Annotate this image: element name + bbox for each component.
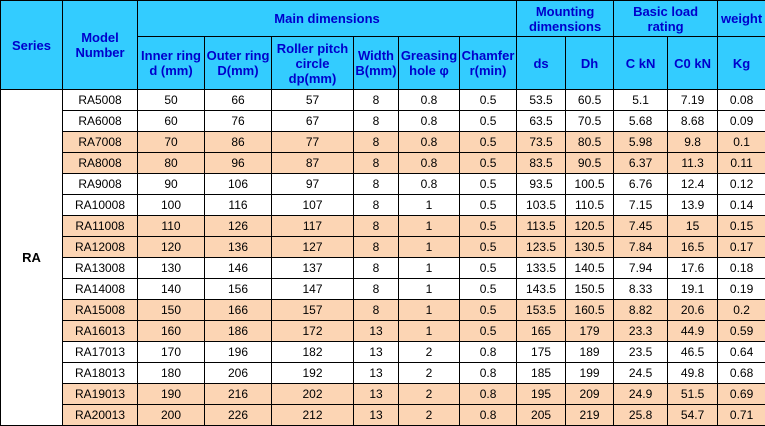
- weight-cell: 0.64: [718, 342, 765, 363]
- table-row: [1, 195, 765, 216]
- inner-ring-cell: 50: [138, 90, 205, 111]
- chamfer-cell: 0.5: [460, 153, 517, 174]
- weight-cell: 0.68: [718, 363, 765, 384]
- c0-kn-cell: 16.5: [668, 237, 718, 258]
- c-kn-cell: 5.1: [614, 90, 668, 111]
- table-row: [1, 90, 765, 111]
- dh-cell: 110.5: [566, 195, 614, 216]
- greasing-hole-cell: 1: [399, 300, 460, 321]
- dh-cell: 189: [566, 342, 614, 363]
- greasing-hole-cell: 1: [399, 195, 460, 216]
- roller-pitch-cell: 192: [272, 363, 354, 384]
- outer-ring-cell: 216: [205, 384, 272, 405]
- width-cell: 13: [354, 384, 399, 405]
- c-kn-cell: 5.98: [614, 132, 668, 153]
- outer-ring-cell: 116: [205, 195, 272, 216]
- width-cell: 8: [354, 279, 399, 300]
- model-number-cell: RA14008: [63, 279, 138, 300]
- c-kn-cell: 7.15: [614, 195, 668, 216]
- roller-pitch-cell: 157: [272, 300, 354, 321]
- dh-cell: 120.5: [566, 216, 614, 237]
- table-header: [1, 1, 765, 90]
- roller-pitch-cell: 107: [272, 195, 354, 216]
- ds-cell: 165: [517, 321, 566, 342]
- outer-ring-cell: 196: [205, 342, 272, 363]
- weight-cell: 0.11: [718, 153, 765, 174]
- table-row: [1, 237, 765, 258]
- chamfer-cell: 0.5: [460, 195, 517, 216]
- greasing-hole-cell: 1: [399, 237, 460, 258]
- header-greasing-hole: Greasing hole φ: [399, 37, 460, 90]
- greasing-hole-cell: 1: [399, 216, 460, 237]
- outer-ring-cell: 166: [205, 300, 272, 321]
- model-number-cell: RA13008: [63, 258, 138, 279]
- chamfer-cell: 0.8: [460, 405, 517, 426]
- table-row: [1, 153, 765, 174]
- outer-ring-cell: 226: [205, 405, 272, 426]
- dh-cell: 100.5: [566, 174, 614, 195]
- c0-kn-cell: 13.9: [668, 195, 718, 216]
- ds-cell: 73.5: [517, 132, 566, 153]
- ds-cell: 175: [517, 342, 566, 363]
- model-number-cell: RA19013: [63, 384, 138, 405]
- weight-cell: 0.14: [718, 195, 765, 216]
- model-number-cell: RA12008: [63, 237, 138, 258]
- c0-kn-cell: 51.5: [668, 384, 718, 405]
- dh-cell: 150.5: [566, 279, 614, 300]
- c-kn-cell: 24.9: [614, 384, 668, 405]
- dh-cell: 60.5: [566, 90, 614, 111]
- table-row: [1, 363, 765, 384]
- c0-kn-cell: 9.8: [668, 132, 718, 153]
- width-cell: 8: [354, 258, 399, 279]
- width-cell: 8: [354, 153, 399, 174]
- chamfer-cell: 0.5: [460, 279, 517, 300]
- width-cell: 13: [354, 321, 399, 342]
- c-kn-cell: 7.45: [614, 216, 668, 237]
- ds-cell: 53.5: [517, 90, 566, 111]
- dh-cell: 80.5: [566, 132, 614, 153]
- header-roller-pitch: Roller pitch circle dp(mm): [272, 37, 354, 90]
- inner-ring-cell: 60: [138, 111, 205, 132]
- header-outer-ring: Outer ring D(mm): [205, 37, 272, 90]
- chamfer-cell: 0.5: [460, 237, 517, 258]
- table-row: [1, 384, 765, 405]
- width-cell: 8: [354, 132, 399, 153]
- ds-cell: 153.5: [517, 300, 566, 321]
- model-number-cell: RA10008: [63, 195, 138, 216]
- greasing-hole-cell: 1: [399, 321, 460, 342]
- table-row: [1, 279, 765, 300]
- header-kg: Kg: [718, 37, 765, 90]
- model-number-cell: RA17013: [63, 342, 138, 363]
- chamfer-cell: 0.8: [460, 384, 517, 405]
- ds-cell: 123.5: [517, 237, 566, 258]
- weight-cell: 0.59: [718, 321, 765, 342]
- greasing-hole-cell: 0.8: [399, 90, 460, 111]
- table-row: [1, 321, 765, 342]
- width-cell: 8: [354, 111, 399, 132]
- ds-cell: 103.5: [517, 195, 566, 216]
- roller-pitch-cell: 172: [272, 321, 354, 342]
- ds-cell: 133.5: [517, 258, 566, 279]
- width-cell: 8: [354, 216, 399, 237]
- chamfer-cell: 0.5: [460, 111, 517, 132]
- header-model-number: Model Number: [63, 1, 138, 90]
- width-cell: 13: [354, 363, 399, 384]
- greasing-hole-cell: 2: [399, 405, 460, 426]
- outer-ring-cell: 156: [205, 279, 272, 300]
- table-row: [1, 132, 765, 153]
- width-cell: 8: [354, 174, 399, 195]
- inner-ring-cell: 200: [138, 405, 205, 426]
- width-cell: 8: [354, 90, 399, 111]
- greasing-hole-cell: 0.8: [399, 174, 460, 195]
- table-body: [1, 90, 765, 426]
- model-number-cell: RA11008: [63, 216, 138, 237]
- weight-cell: 0.09: [718, 111, 765, 132]
- chamfer-cell: 0.5: [460, 132, 517, 153]
- greasing-hole-cell: 0.8: [399, 153, 460, 174]
- dh-cell: 130.5: [566, 237, 614, 258]
- table-row: [1, 342, 765, 363]
- header-ds: ds: [517, 37, 566, 90]
- chamfer-cell: 0.8: [460, 342, 517, 363]
- c-kn-cell: 7.84: [614, 237, 668, 258]
- ds-cell: 93.5: [517, 174, 566, 195]
- header-inner-ring: Inner ring d (mm): [138, 37, 205, 90]
- ds-cell: 83.5: [517, 153, 566, 174]
- outer-ring-cell: 136: [205, 237, 272, 258]
- model-number-cell: RA5008: [63, 90, 138, 111]
- outer-ring-cell: 146: [205, 258, 272, 279]
- roller-pitch-cell: 67: [272, 111, 354, 132]
- inner-ring-cell: 140: [138, 279, 205, 300]
- roller-pitch-cell: 97: [272, 174, 354, 195]
- model-number-cell: RA18013: [63, 363, 138, 384]
- header-c0-kn: C0 kN: [668, 37, 718, 90]
- header-chamfer: Chamfer r(min): [460, 37, 517, 90]
- inner-ring-cell: 90: [138, 174, 205, 195]
- ds-cell: 113.5: [517, 216, 566, 237]
- ds-cell: 205: [517, 405, 566, 426]
- roller-pitch-cell: 212: [272, 405, 354, 426]
- series-cell: RA: [1, 90, 63, 426]
- c-kn-cell: 6.76: [614, 174, 668, 195]
- header-mounting-dimensions: Mounting dimensions: [517, 1, 614, 37]
- table-row: [1, 174, 765, 195]
- c-kn-cell: 8.82: [614, 300, 668, 321]
- c-kn-cell: 24.5: [614, 363, 668, 384]
- greasing-hole-cell: 0.8: [399, 111, 460, 132]
- dh-cell: 160.5: [566, 300, 614, 321]
- width-cell: 13: [354, 342, 399, 363]
- model-number-cell: RA9008: [63, 174, 138, 195]
- header-basic-load-rating: Basic load rating: [614, 1, 718, 37]
- greasing-hole-cell: 0.8: [399, 132, 460, 153]
- chamfer-cell: 0.5: [460, 90, 517, 111]
- c-kn-cell: 23.3: [614, 321, 668, 342]
- c0-kn-cell: 54.7: [668, 405, 718, 426]
- model-number-cell: RA15008: [63, 300, 138, 321]
- table-row: [1, 258, 765, 279]
- outer-ring-cell: 206: [205, 363, 272, 384]
- chamfer-cell: 0.5: [460, 300, 517, 321]
- c-kn-cell: 5.68: [614, 111, 668, 132]
- c0-kn-cell: 15: [668, 216, 718, 237]
- c0-kn-cell: 7.19: [668, 90, 718, 111]
- inner-ring-cell: 150: [138, 300, 205, 321]
- c0-kn-cell: 12.4: [668, 174, 718, 195]
- dh-cell: 90.5: [566, 153, 614, 174]
- c-kn-cell: 23.5: [614, 342, 668, 363]
- roller-pitch-cell: 127: [272, 237, 354, 258]
- header-width: Width B(mm): [354, 37, 399, 90]
- roller-pitch-cell: 87: [272, 153, 354, 174]
- ds-cell: 63.5: [517, 111, 566, 132]
- width-cell: 8: [354, 237, 399, 258]
- c0-kn-cell: 11.3: [668, 153, 718, 174]
- weight-cell: 0.17: [718, 237, 765, 258]
- dh-cell: 70.5: [566, 111, 614, 132]
- c0-kn-cell: 17.6: [668, 258, 718, 279]
- header-series: Series: [1, 1, 63, 90]
- outer-ring-cell: 76: [205, 111, 272, 132]
- table-row: [1, 300, 765, 321]
- header-c-kn: C kN: [614, 37, 668, 90]
- header-weight: weight: [718, 1, 765, 37]
- weight-cell: 0.69: [718, 384, 765, 405]
- c-kn-cell: 8.33: [614, 279, 668, 300]
- inner-ring-cell: 120: [138, 237, 205, 258]
- outer-ring-cell: 86: [205, 132, 272, 153]
- inner-ring-cell: 100: [138, 195, 205, 216]
- ds-cell: 143.5: [517, 279, 566, 300]
- header-main-dimensions: Main dimensions: [138, 1, 517, 37]
- outer-ring-cell: 186: [205, 321, 272, 342]
- outer-ring-cell: 96: [205, 153, 272, 174]
- weight-cell: 0.71: [718, 405, 765, 426]
- weight-cell: 0.08: [718, 90, 765, 111]
- inner-ring-cell: 80: [138, 153, 205, 174]
- dh-cell: 219: [566, 405, 614, 426]
- greasing-hole-cell: 1: [399, 258, 460, 279]
- greasing-hole-cell: 2: [399, 363, 460, 384]
- chamfer-cell: 0.8: [460, 363, 517, 384]
- inner-ring-cell: 170: [138, 342, 205, 363]
- ds-cell: 195: [517, 384, 566, 405]
- dh-cell: 179: [566, 321, 614, 342]
- greasing-hole-cell: 2: [399, 384, 460, 405]
- weight-cell: 0.15: [718, 216, 765, 237]
- c0-kn-cell: 8.68: [668, 111, 718, 132]
- dh-cell: 199: [566, 363, 614, 384]
- roller-pitch-cell: 202: [272, 384, 354, 405]
- chamfer-cell: 0.5: [460, 174, 517, 195]
- inner-ring-cell: 70: [138, 132, 205, 153]
- weight-cell: 0.1: [718, 132, 765, 153]
- c-kn-cell: 7.94: [614, 258, 668, 279]
- table-row: [1, 111, 765, 132]
- greasing-hole-cell: 2: [399, 342, 460, 363]
- width-cell: 13: [354, 405, 399, 426]
- header-dh: Dh: [566, 37, 614, 90]
- c-kn-cell: 25.8: [614, 405, 668, 426]
- model-number-cell: RA6008: [63, 111, 138, 132]
- ds-cell: 185: [517, 363, 566, 384]
- weight-cell: 0.18: [718, 258, 765, 279]
- model-number-cell: RA7008: [63, 132, 138, 153]
- inner-ring-cell: 180: [138, 363, 205, 384]
- inner-ring-cell: 130: [138, 258, 205, 279]
- c0-kn-cell: 49.8: [668, 363, 718, 384]
- c0-kn-cell: 19.1: [668, 279, 718, 300]
- width-cell: 8: [354, 195, 399, 216]
- model-number-cell: RA8008: [63, 153, 138, 174]
- weight-cell: 0.12: [718, 174, 765, 195]
- c0-kn-cell: 20.6: [668, 300, 718, 321]
- dh-cell: 140.5: [566, 258, 614, 279]
- inner-ring-cell: 160: [138, 321, 205, 342]
- model-number-cell: RA16013: [63, 321, 138, 342]
- dh-cell: 209: [566, 384, 614, 405]
- inner-ring-cell: 110: [138, 216, 205, 237]
- roller-pitch-cell: 137: [272, 258, 354, 279]
- outer-ring-cell: 106: [205, 174, 272, 195]
- chamfer-cell: 0.5: [460, 258, 517, 279]
- outer-ring-cell: 126: [205, 216, 272, 237]
- c0-kn-cell: 44.9: [668, 321, 718, 342]
- roller-pitch-cell: 182: [272, 342, 354, 363]
- weight-cell: 0.2: [718, 300, 765, 321]
- table-row: [1, 216, 765, 237]
- outer-ring-cell: 66: [205, 90, 272, 111]
- chamfer-cell: 0.5: [460, 321, 517, 342]
- roller-pitch-cell: 117: [272, 216, 354, 237]
- model-number-cell: RA20013: [63, 405, 138, 426]
- inner-ring-cell: 190: [138, 384, 205, 405]
- roller-pitch-cell: 57: [272, 90, 354, 111]
- c0-kn-cell: 46.5: [668, 342, 718, 363]
- c-kn-cell: 6.37: [614, 153, 668, 174]
- width-cell: 8: [354, 300, 399, 321]
- greasing-hole-cell: 1: [399, 279, 460, 300]
- roller-pitch-cell: 147: [272, 279, 354, 300]
- weight-cell: 0.19: [718, 279, 765, 300]
- chamfer-cell: 0.5: [460, 216, 517, 237]
- roller-pitch-cell: 77: [272, 132, 354, 153]
